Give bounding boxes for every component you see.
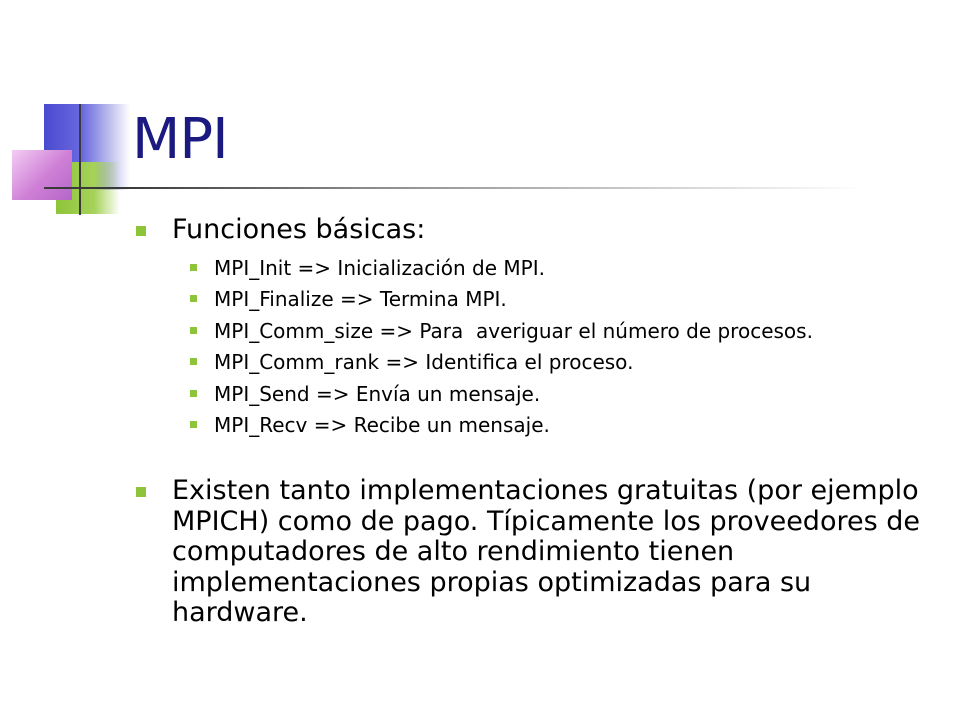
- sub-bullet-item: [172, 347, 932, 378]
- sub-bullet-list: [172, 253, 932, 441]
- bullet-list-implementations: [132, 476, 932, 629]
- sub-bullet-item: [172, 379, 932, 410]
- sub-bullet-item: [172, 410, 932, 441]
- square-bullet-icon: [190, 295, 197, 302]
- title-underline: [44, 187, 864, 189]
- sub-bullet-text: MPI_Recv => Recibe un mensaje.: [214, 413, 550, 438]
- decor-pink-square: [12, 150, 72, 200]
- bullet-item-implementaciones: [132, 476, 932, 629]
- sub-bullet-item: [172, 316, 932, 347]
- sub-bullet-text: MPI_Init => Inicialización de MPI.: [214, 256, 545, 280]
- sub-bullet-text: MPI_Comm_rank => Identifica el proceso.: [214, 350, 634, 375]
- slide-title: MPI: [132, 107, 228, 172]
- square-bullet-icon: [190, 390, 197, 397]
- sub-bullet-text: MPI_Send => Envía un mensaje.: [214, 381, 541, 406]
- sub-bullet-item: [172, 253, 932, 284]
- bullet-item-funciones: [132, 215, 932, 441]
- square-bullet-icon: [190, 358, 197, 365]
- square-bullet-icon: [190, 264, 197, 271]
- square-bullet-icon: [190, 327, 197, 334]
- decor-vertical-line: [79, 104, 81, 215]
- bullet-text: Existen tanto implementaciones gratuitas (por ejemplo MPICH) como de pago. Típicamente los proveedores de computadores de alto rendimiento tienen implementaciones propias optimizadas para su hardware.: [172, 475, 920, 629]
- square-bullet-icon: [136, 226, 146, 236]
- sub-bullet-text: MPI_Comm_size => Para averiguar el número de procesos.: [214, 318, 813, 343]
- bullet-text: Funciones básicas:: [172, 214, 426, 245]
- bullet-list-functions: [132, 215, 932, 441]
- sub-bullet-text: MPI_Finalize => Termina MPI.: [214, 287, 507, 312]
- sub-bullet-item: [172, 284, 932, 315]
- square-bullet-icon: [190, 421, 197, 428]
- square-bullet-icon: [136, 487, 146, 497]
